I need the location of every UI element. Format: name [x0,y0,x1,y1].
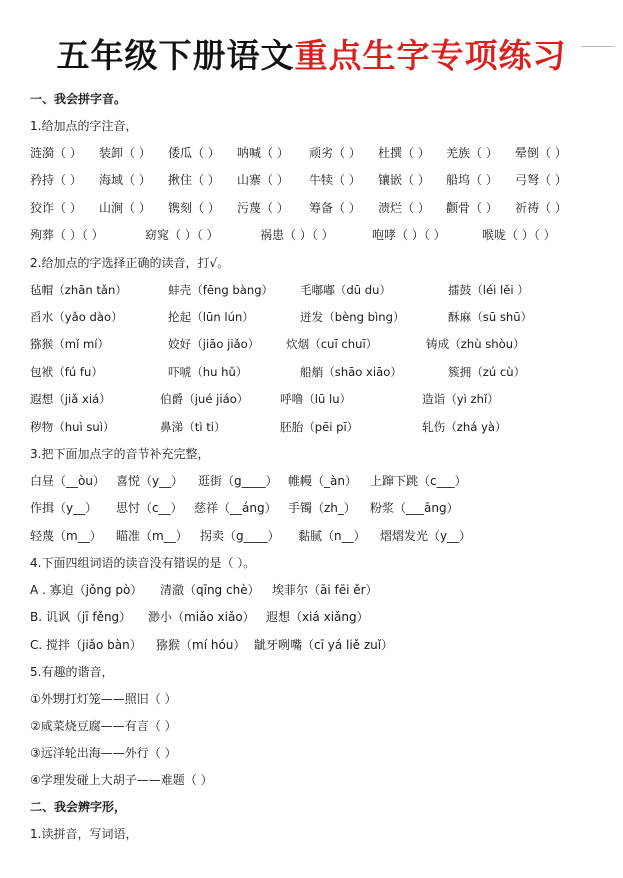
choice-item: 遐想（jiǎ xiá） [30,392,111,407]
word-item: 揪住（ ） [168,173,220,188]
choice-item: 炊烟（cuī chuī） [286,337,378,352]
fill-row [30,495,595,522]
word-item: 羌族（ ） [446,146,498,160]
choice-row [30,414,595,441]
choice-item: 吓唬（hu hǔ） [168,364,248,379]
pun-item: ①外甥打灯笼——照旧（ ） [30,692,177,707]
option-item: 埃菲尔（āi fēi ěr） [272,583,378,598]
pun-item: ②咸菜烧豆腐——有言（ ） [30,719,177,734]
choice-row [30,304,595,331]
fill-item: 瞄准（m__） [116,528,188,543]
option-item: 清澈（qīng chè） [160,583,260,598]
option-row [30,577,595,604]
fill-item: 黏腻（n__） [298,528,366,543]
word-item: 镶嵌（ ） [378,173,430,188]
option-item: 龇牙咧嘴（cī yá liě zuǐ） [254,637,394,652]
choice-item: 姣好（jiāo jiǎo） [168,337,260,352]
choice-item: 胚胎（pēi pī） [280,419,359,434]
word-item: 溃烂（ ） [378,200,430,215]
option-item: 遐想（xiá xiǎng） [266,610,369,625]
pun-item: ④学理发碰上大胡子——难题（ ） [30,773,213,788]
fill-item: 慈祥（__áng） [194,501,277,516]
fill-item: 粉浆（___āng） [370,501,459,516]
pinyin-row [30,195,595,222]
title-part-red: 重点生字专项练习 [294,36,567,75]
choice-item: 造诣（yì zhǐ） [422,392,499,407]
word-item: 窈窕（ ）（ ） [145,228,219,243]
word-item: 喉咙（ ）（ ） [482,228,556,243]
choice-item: 伯爵（jué jiáo） [160,392,249,407]
choice-item: 舀水（yǎo dào） [30,309,123,324]
word-item: 涟漪（ ） [30,146,82,160]
pinyin-row [30,167,595,194]
choice-item: 呼噜（lū lu） [280,392,352,407]
choice-item: 酥麻（sū shū） [448,309,533,324]
word-item: 祸患（ ）（ ） [260,228,334,243]
choice-row [30,386,595,413]
question-5-prompt: 5.有趣的谐音， [30,665,114,680]
word-item: 呐喊（ ） [237,146,289,160]
fill-item: 喜悦（y__） [116,473,184,488]
word-item: 祈祷（ ） [515,200,567,215]
question-2-prompt: 2.给加点的字选择正确的读音，打√。 [30,255,230,270]
option-row [30,604,595,631]
choice-row [30,331,595,358]
word-item: 污蔑（ ） [237,200,289,215]
worksheet-content [30,86,595,848]
fill-row [30,523,595,550]
word-item: 狡诈（ ） [30,200,82,215]
fill-item: 轻蔑（m__） [30,528,102,543]
word-item: 牛犊（ ） [309,173,361,188]
title-part-black: 五年级下册语文 [56,36,295,75]
option-item: 猕猴（mí hóu） [156,637,246,652]
question-3-prompt: 3.把下面加点字的音节补充完整， [30,446,210,461]
fill-item: 帷幔（_àn） [288,473,357,488]
word-item: 咆哮（ ）（ ） [372,228,446,243]
option-row [30,632,595,659]
fill-item: 上蹿下跳（c___） [370,473,467,488]
corner-divider [581,46,615,47]
choice-item: 猕猴（mǐ mí） [30,337,110,352]
word-item: 山寨（ ） [237,173,289,188]
choice-item: 包袱（fú fu） [30,364,103,379]
word-item: 矜持（ ） [30,173,82,188]
fill-item: 作揖（y__） [30,501,98,516]
word-item: 晕倒（ ） [515,146,567,160]
option-item: B. 讥讽（jī fěng） [30,610,132,625]
pinyin-row [30,222,595,249]
fill-item: 逛街（g____） [198,473,278,488]
word-item: 镌刻（ ） [168,200,220,215]
word-item: 装卸（ ） [99,146,151,160]
choice-item: 轧伤（zhá yà） [422,419,507,434]
fill-row [30,468,595,495]
word-item: 海域（ ） [99,173,151,188]
section-heading: 一、我会拼字音。 [30,92,127,106]
choice-row [30,359,595,386]
word-item: 颧骨（ ） [446,200,498,215]
choice-item: 蚌壳（fēng bàng） [168,282,274,297]
option-item: A . 寡迫（jǒng pò） [30,583,143,598]
word-item: 船坞（ ） [446,173,498,188]
pun-item: ③远洋轮出海——外行（ ） [30,746,177,761]
word-item: 弓弩（ ） [515,173,567,188]
choice-row [30,277,595,304]
word-item: 杜撰（ ） [378,146,430,160]
word-item: 倭瓜（ ） [168,146,220,160]
fill-item: 白昼（__òu） [30,473,105,488]
choice-item: 擂鼓（léi lěi ） [448,282,529,297]
fill-item: 手镯（zh_） [288,501,356,516]
word-item: 殉葬（ ）（ ） [30,228,104,243]
section-heading: 二、我会辨字形， [30,800,127,815]
choice-item: 簇拥（zú cù） [448,364,526,379]
choice-item: 铸成（zhù shòu） [426,337,525,352]
choice-item: 秽物（huì suì） [30,419,115,434]
fill-item: 熠熠发光（y__） [380,528,472,543]
choice-item: 迸发（bèng bìng） [300,309,405,324]
choice-item: 船艄（shāo xiāo） [300,364,402,379]
fill-item: 拐卖（g____） [200,528,280,543]
option-item: 渺小（miǎo xiǎo） [148,610,255,625]
choice-item: 毛嘟嘟（dū du） [300,282,392,297]
option-item: C. 搅拌（jiǎo bàn） [30,637,142,652]
question-4-prompt: 4.下面四组词语的读音没有错误的是（ ）。 [30,556,256,571]
word-item: 筹备（ ） [309,200,361,215]
choice-item: 抡起（lūn lún） [168,309,254,324]
word-item: 山涧（ ） [99,200,151,215]
choice-item: 毡帽（zhān tǎn） [30,282,127,297]
fill-item: 思忖（c__） [116,501,183,516]
page-title [0,34,623,78]
question-1-prompt: 1.给加点的字注音， [30,119,138,133]
choice-item: 鼻涕（tì ti） [160,419,226,434]
pinyin-row [30,140,595,167]
section2-question-1-prompt: 1.读拼音，写词语， [30,827,138,842]
word-item: 顽劣（ ） [309,146,361,160]
